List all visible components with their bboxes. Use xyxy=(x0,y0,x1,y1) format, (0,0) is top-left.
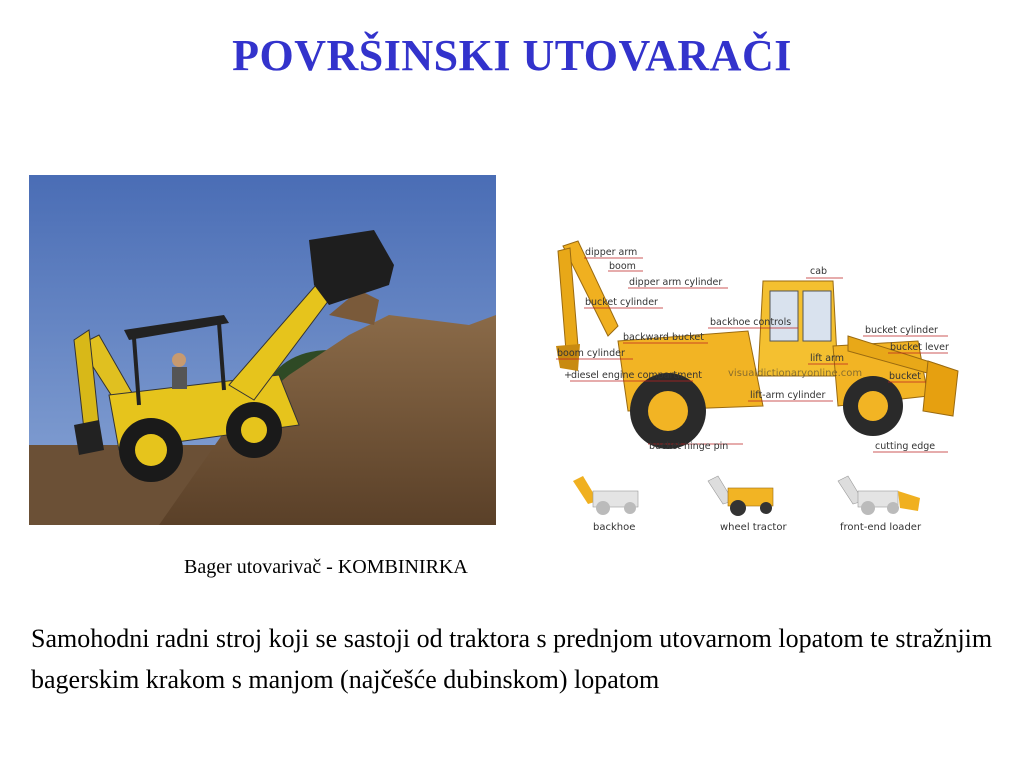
label-boom: boom xyxy=(609,261,636,272)
label-cutting-edge: cutting edge xyxy=(875,441,936,452)
label-bucket: bucket xyxy=(889,371,922,382)
description-text: Samohodni radni stroj koji se sastoji od traktora s prednjom utovarnom lopatom te stražnjim bagerskim krakom s manjom (najčešće dubinskom) lopatom xyxy=(31,624,993,694)
label-bucket-cylinder-left: bucket cylinder xyxy=(585,297,658,308)
label-backward-bucket: backward bucket xyxy=(623,332,704,343)
diesel-plus-marker: + xyxy=(564,370,572,381)
label-boom-cylinder: boom cylinder xyxy=(557,348,625,359)
image-caption: Bager utovarivač - KOMBINIRKA xyxy=(184,556,468,578)
label-lift-arm: lift arm xyxy=(810,353,845,364)
label-diesel-engine-compartment: diesel engine compartment xyxy=(571,370,703,381)
label-lift-arm-cylinder: lift-arm cylinder xyxy=(750,390,826,401)
backhoe-loader-diagram xyxy=(548,236,968,536)
label-dipper-arm: dipper arm xyxy=(585,247,638,258)
label-dipper-arm-cylinder: dipper arm cylinder xyxy=(629,277,723,288)
label-bucket-lever: bucket lever xyxy=(890,342,949,353)
label-cab: cab xyxy=(810,266,828,277)
thumbnail-label-wheel-tractor: wheel tractor xyxy=(720,522,787,533)
thumbnail-front-end-loader xyxy=(838,476,922,533)
slide-title: POVRŠINSKI UTOVARAČI xyxy=(232,31,792,80)
label-bucket-hinge-pin: bucket hinge pin xyxy=(649,441,729,452)
thumbnail-label-backhoe: backhoe xyxy=(593,522,636,533)
label-bucket-cylinder-right: bucket cylinder xyxy=(865,325,938,336)
thumbnail-label-front-end-loader: front-end loader xyxy=(840,522,922,533)
backhoe-loader-photo xyxy=(29,175,496,525)
thumbnail-backhoe xyxy=(573,476,638,533)
thumbnail-wheel-tractor xyxy=(708,476,787,533)
label-backhoe-controls: backhoe controls xyxy=(710,317,792,328)
watermark-text: visualdictionaryonline.com xyxy=(728,368,863,379)
